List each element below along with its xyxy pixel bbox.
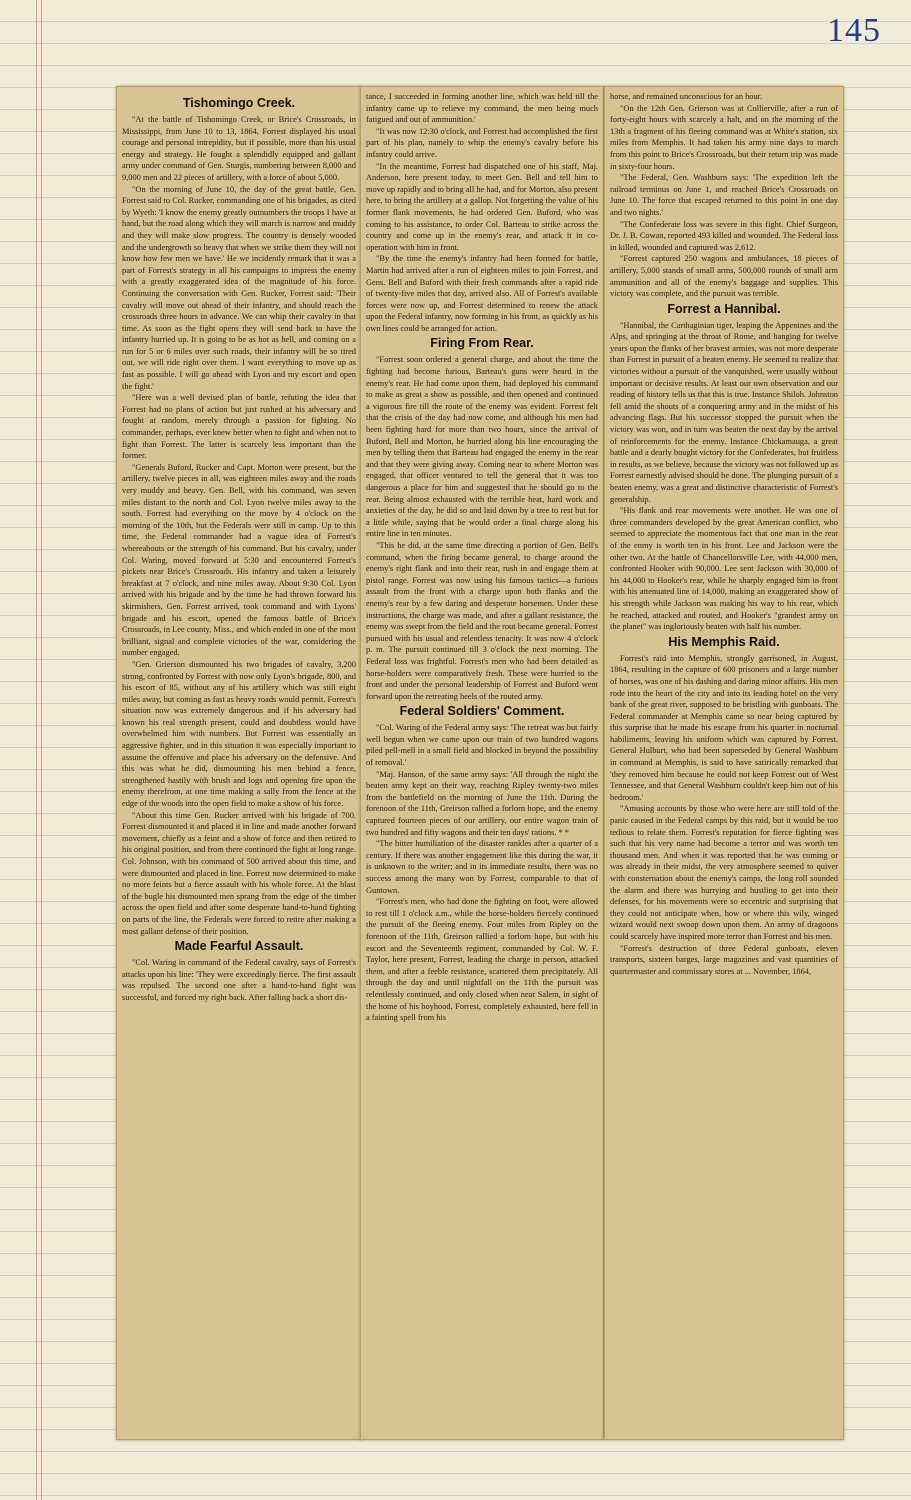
paragraph: "On the morning of June 10, the day of the great battle, Gen. Forrest said to Col. Rucker, commanding one of his brigades, as cited by Wyeth: 'I know the enemy greatly outnumbers the troops I have at hand, but the road along which they will march is narrow and muddy and they will make slow progress. The country is densely wooded and the undergrowth so heavy that when we strike them they will not know how few men we have.' He we incidently remark that it was a part of Forrest's strategy in all his campaigns to impress the enemy with a greatly exaggerated idea of the magnitude of his force. Continuing the conversation with Gen. Rucker, Forrest said: 'Their cavalry will move out ahead of their infantry, and should reach the crossroads three hours in advance. We can whip their cavalry in that time. As soon as the fight opens they will send back to have the infantry hurried up. It is going to be as hot as hell, and coming on a run for 5 or 6 miles over such roads, their infantry will be so tired out, we will ride right over them. I want everything to move up as fast as possible. I will go ahead with Lyon and my escort and open the fight.'	[122, 184, 356, 391]
heading-firing-from-rear: Firing From Rear.	[430, 336, 534, 351]
paragraph: "At the battle of Tishomingo Creek, or Brice's Crossroads, in Mississippi, from June 10 to 13, 1864, Forrest displayed his usual courage and personal intrepidity, but if possible, more than his usual energy and strategy. He fought a splendidly equipped and gallant army under command of Gen. Sturgis, numbering between 8,000 and 9,000 men and 22 pieces of artillery, with a force of about 5,000.	[122, 115, 356, 182]
paragraph: "Generals Buford, Rucker and Capt. Morton were present, but the artillery, twelve pieces in all, was eighteen miles away and the roads very muddy and heavy. Gen. Bell, with his command, was seven miles distant to the north and Col. Lyon twelve miles away to the south. Forrest had everything on the move by 4 o'clock on the morning of the 10th, but the Federals were still in camp. Up to this time, the Federal commander had a vague idea of Forrest's whereabouts or the strength of his command. But his cavalry, under Col. Waring, moved forward at 5:30 and encountered Forrest's pickets near Brice's Crossroads. His infantry and taken a leisurely breakfast at 7 o'clock, and nine miles away. About 9:30 Col. Lyon arrived with his brigade and by the time he had thrown forward his skirmishers, Gen. Forrest arrived, took command and with Lyons' brigade and his escort, opened the famous battle of Brice's Crossroads, in Lee county, Miss., and which ended in one of the most brilliant, signal and complete victories of the war, considering the number engaged.	[122, 462, 356, 658]
paragraph: "The bitter humiliation of the disaster rankles after a quarter of a century. If there was another engagement like this during the war, it is unknown to the writer; and in its immediate results, there was no success among the many won by Forrest, comparable to that of Guntown.	[366, 839, 598, 895]
paragraph: "On the 12th Gen. Grierson was at Collierville, after a run of forty-eight hours with scarcely a halt, and on the morning of the 13th a fragment of his fleeing command was at White's station, six miles from Memphis. It had taken his army nine days to march from this point to Brice's Crossroads, but their return trip was made in sixty-four hours.	[610, 103, 838, 171]
paragraph: "By the time the enemy's infantry had been formed for battle, Martin had arrived after a run of eighteen miles to join Forrest, and Gens. Bell and Buford with their fresh commands after a rapid ride of twenty-five miles that day, arrived also. All of Forrest's available forces were now up, and Forrest determined to renew the attack upon the Federal infantry, now forming in his front, as quickly as his own lines could be arranged for action.	[366, 254, 598, 333]
paragraph: "It was now 12:30 o'clock, and Forrest had accomplished the first part of his plan, namely to whip the enemy's cavalry before his infantry could arrive.	[366, 126, 598, 159]
paragraph: "Amusing accounts by those who were here are still told of the panic caused in the Federal camps by this raid, but it would be too tedious to relate them. Forrest's reputation for fierce fighting was such that his very name had become a terror and was worth ten thousand men. And when it was reported that he was coming or was already in their midst, the very atmosphere seemed to quiver with consternation about the enemy's camps, the long roll sounded the alarm and there was hurrying and hustling to get into their defenses, for his movements were so eccentric and surprising that they could not anticipate when, how or where this wily, winged wizard would next swoop down upon them. An army of dragoons could scarcely have inspired more terror than Forrest and his men.	[610, 804, 838, 941]
paragraph: "Forrest captured 250 wagons and ambulances, 18 pieces of artillery, 5,000 stands of small arms, 500,000 rounds of small arm ammunition and all of the enemy's baggage and supplies. This victory was complete, and the pursuit was terrible.	[610, 254, 838, 299]
paragraph: "Gen. Grierson dismounted his two brigades of cavalry, 3,200 strong, confronted by Forrest with now only Lyon's brigade, 800, and his escort of 85, without any of his artillery which was still eight miles away, but coming as fast as heavy roads would permit. Forrest's situation now was extremely dangerous and if his adversary had known his real strength present, could and doubtless would have overwhelmed him with numbers. But Forrest was essentially an aggressive fighter, and in this situation it was especially important to assume the offensive and place his adversary on the defensive. And this was what he did, dismounting his men behind a fence, strengthened hastily with brush and logs and opening fire upon the enemy therefrom, at one time making a sally from the fence at the edge of the woods into the open field to make a show of his force.	[122, 659, 356, 809]
heading-forrest-a-hannibal: Forrest a Hannibal.	[667, 301, 781, 316]
paragraph: "About this time Gen. Rucker arrived with his brigade of 700. Forrest dismounted it and placed it in line and made another forward movement, chiefly as a feint and a show of force and then retired to his original position, and from there continued the fight at long range. Col. Johnson, with his command of 500 arrived about this time, and were dismounted and placed in line. Forrest now determined to make no more feints but a fierce assault with his whole force. At the blast of the bugle his dismounted men sprang from the edge of the timber across the open field and after some desperate hand-to-hand fighting on parts of the line, the Federals were forced to retire after making a most gallant defense of their position.	[122, 810, 356, 936]
heading-made-fearful-assault: Made Fearful Assault.	[174, 939, 304, 954]
paragraph: Forrest's raid into Memphis, strongly garrisoned, in August, 1864, resulting in the capture of 600 prisoners and a large number of horses, was one of his dashing and daring minor affairs. His men rode into the heart of the city and into its leading hotel on the very bank of the great river, supposed to be bristling with gunboats. The Federal commander at Memphis came so near being captured by this surprise that he made his escape from his quarter in nocturnal habiliments, leaving his uniform which was captured by Forrest. General Hulburt, who had been superseded by General Washburn in command at Memphis, is said to have satirically remarked that 'they removed him because he could not keep Forrest out of West Tennessee, and that General Washburn couldn't keep him out of his bedroom.'	[610, 653, 838, 802]
heading-his-memphis-raid: His Memphis Raid.	[668, 634, 780, 649]
paragraph: "Hannibal, the Carthaginian tiger, leaping the Appenines and the Alps, and springing at the throat of Rome, and hanging for twelve years upon the flanks of her bravest armies, was not more desperate than Forrest in pursuit of a beaten enemy. He seemed to realize that victories without a pursuit of the vanquished, were usually without important or decisive results. At least our own observation and our reading of history tells us that this is true. Instance Shiloh. Johnston fell amid the shouts of a conquering army and in the midst of his advancing flags. But his successor stopped the pursuit when the victory was won, and in turn was beaten the next day by the arrival of reinforcements for the enemy. Instance Chickamauga, a great battle and a dearly bought victory for the Confederates, but fruitless in results, as we believe, because the victory was not followed up as Forrest earnestly advised should be done. The plunging pursuit of a beaten enemy, was a great and distinctive characteristic of Forrest's generalship.	[610, 320, 838, 504]
paragraph: "In the meantime, Forrest had dispatched one of his staff, Maj. Anderson, here present today, to meet Gen. Bell and tell him to move up rapidly and to bring all he had, and for Morton, also present here, to bring the artillery at a gallop. Not forgetting the value of his former flank movements, he had ordered Gen. Buford, who was coming to his assistance, to order Col. Barteau to strike across the country and come up in the enemy's rear, and attack it in co-operation with him in front.	[366, 161, 598, 252]
paragraph: horse, and remained unconscious for an hour.	[610, 92, 763, 101]
clipping-column-1	[116, 86, 362, 1440]
heading-federal-soldiers-comment: Federal Soldiers' Comment.	[399, 704, 565, 719]
paragraph: "Forrest's destruction of three Federal gunboats, eleven transports, sixteen barges, large magazines and vast quantities of quartermaster and commissary stores at ... November, 1864,	[610, 943, 838, 976]
paragraph: "Maj. Hanson, of the same army says: 'All through the night the beaten army kept on their way, reaching Ripley twenty-two miles from the battlefield on the morning of June the 11th. During the forenoon of the 11th, Greirson rallied a forlorn hope, and the enemy captured fourteen pieces of our artillery, our entire wagon train of two hundred and fifty wagons and their ten days' rations. * *	[366, 769, 598, 837]
paragraph: "This he did, at the same time directing a portion of Gen. Bell's command, when the firing became general, to charge around the enemy's right flank and into their rear, rush in and engage them at pistol range. Forrest was now using his famous tactics—a furious assault from the front with a charge upon both flanks and the enemy's rear by a few daring and desperate horsemen. Under these instructions, the charge was made, and after a gallant resistance, the enemy was swept from the field and the rout became general. Forrest pursued with his usual and relentless tenacity. It was now 4 o'clock p. m. The pursuit continued till 3 o'clock the next morning. The Federal loss was frightful. Forrest's men who had been detailed as horse-holders were comparatively fresh. These were hurried to the front and under the personal leadership of Forrest and Buford went forward upon the retreating heels of the routed army.	[366, 540, 598, 701]
paragraph: "Here was a well devised plan of battle, refuting the idea that Forrest had no plans of action but just rushed at his adversary and fought at random, merely through a passion for fighting. No commander, perhaps, ever knew better when to fight and when not to fight than Forrest. The latter is scarcely less important than the former.	[122, 393, 356, 461]
paragraph: "The Confederate loss was severe in this fight. Chief Surgeon, Dr. J. B. Cowan, reported 493 killed and wounded. The Federal loss in killed, wounded and captured was 2,612.	[610, 219, 838, 252]
paragraph: "The Federal, Gen. Washburn says: 'The expedition left the railroad terminus on June 1, and reached Brice's Crossroads on June 10. The force that escaped returned to this point in one day and two nights.'	[610, 173, 838, 217]
paragraph: "His flank and rear movements were another. He was one of three commanders developed by the great American conflict, who seemed to appreciate the momentous fact that one man in the rear of the enmy is worth ten in his front. Lee and Jackson were the other two. At the battle of Chancellorsville Lee, with 44,000 men, confronted Hooker with 90,000. Lee sent Jackson with 30,000 of his 44,000 to Hooker's rear, while he sharply engaged him in front with his attenuated line of 14,000, making an exaggerated show of his strength while Jackson was making his way to his rear, which he reached, attacked and routed, and Hooker's "grandest army on the planet" was ingloriously beaten with half his number.	[610, 506, 838, 632]
clipping-column-2	[360, 86, 604, 1440]
page-number: 145	[827, 12, 881, 49]
paragraph: "Forrest soon ordered a general charge, and about the time the fighting had become furious, Barteau's guns were heard in the enemy's rear. He had come upon them, had deployed his command to make as great a show as possible, and then opened and continued a vigorous fire till the route of the enemy was evident. Forrest felt that the crisis of the day had now come, and although his men had been fighting hard for more than two hours, since the arrival of Buford, Bell and Morton, he hurried along his line encouraging the men by telling them that Barteau had engaged the enemy in the rear and that they were giving away. Coming near to where Morton was engaged, that officer ventured to tell the general that it was too dangerous a place for him and suggested that he should go to the rear. Being almost exhausted with the terrible heat, hard work and anxieties of the day, he did so and laid down by a tree to rest but for a little while, saying that he would order a final charge along his entire line in ten minutes.	[366, 355, 598, 539]
margin-rule	[41, 0, 42, 1500]
clipping-column-3	[604, 86, 844, 1440]
paragraph: "Col. Waring of the Federal army says: 'The retreat was but fairly well begun when we came upon our train of two hundred wagons piled pell-mell in a small field and blocked in beyond the possibility of removal.'	[366, 723, 598, 768]
paragraph: "Forrest's men, who had done the fighting on foot, were allowed to rest till 1 o'clock a.m., while the horse-holders fiercely continued the pursuit of the fleeing enemy. Four miles from Ripley on the forenoon of the 11th, Greirson rallied a forlorn hope, but with his escort and the Seventeenth regiment, commanded by Col. W. F. Taylor, here present, Forrest, leading the charge in person, attacked them, and after a feeble resistance, scattered them precipitately. All through the day and until nightfall on the 11th the pursuit was relentlessly continued, and only closed when near Salem, in sight of the home of his boyhood, Forrest, completely exhausted, here fell in a fainting spell from his	[366, 897, 598, 1023]
margin-rule	[36, 0, 37, 1500]
paragraph: tance, I succeeded in forming another line, which was held till the infantry came up to relieve my command, the men being much fatigued and out of ammunition.'	[366, 92, 598, 125]
heading-tishomingo-creek: Tishomingo Creek.	[182, 96, 296, 110]
paragraph: "Col. Waring in command of the Federal cavalry, says of Forrest's attacks upon his line: 'They were exceedingly fierce. The first assault was repulsed. The second one after a hand-to-hand fight was successful, and forced my right back. After falling back a short dis-	[122, 958, 356, 1002]
